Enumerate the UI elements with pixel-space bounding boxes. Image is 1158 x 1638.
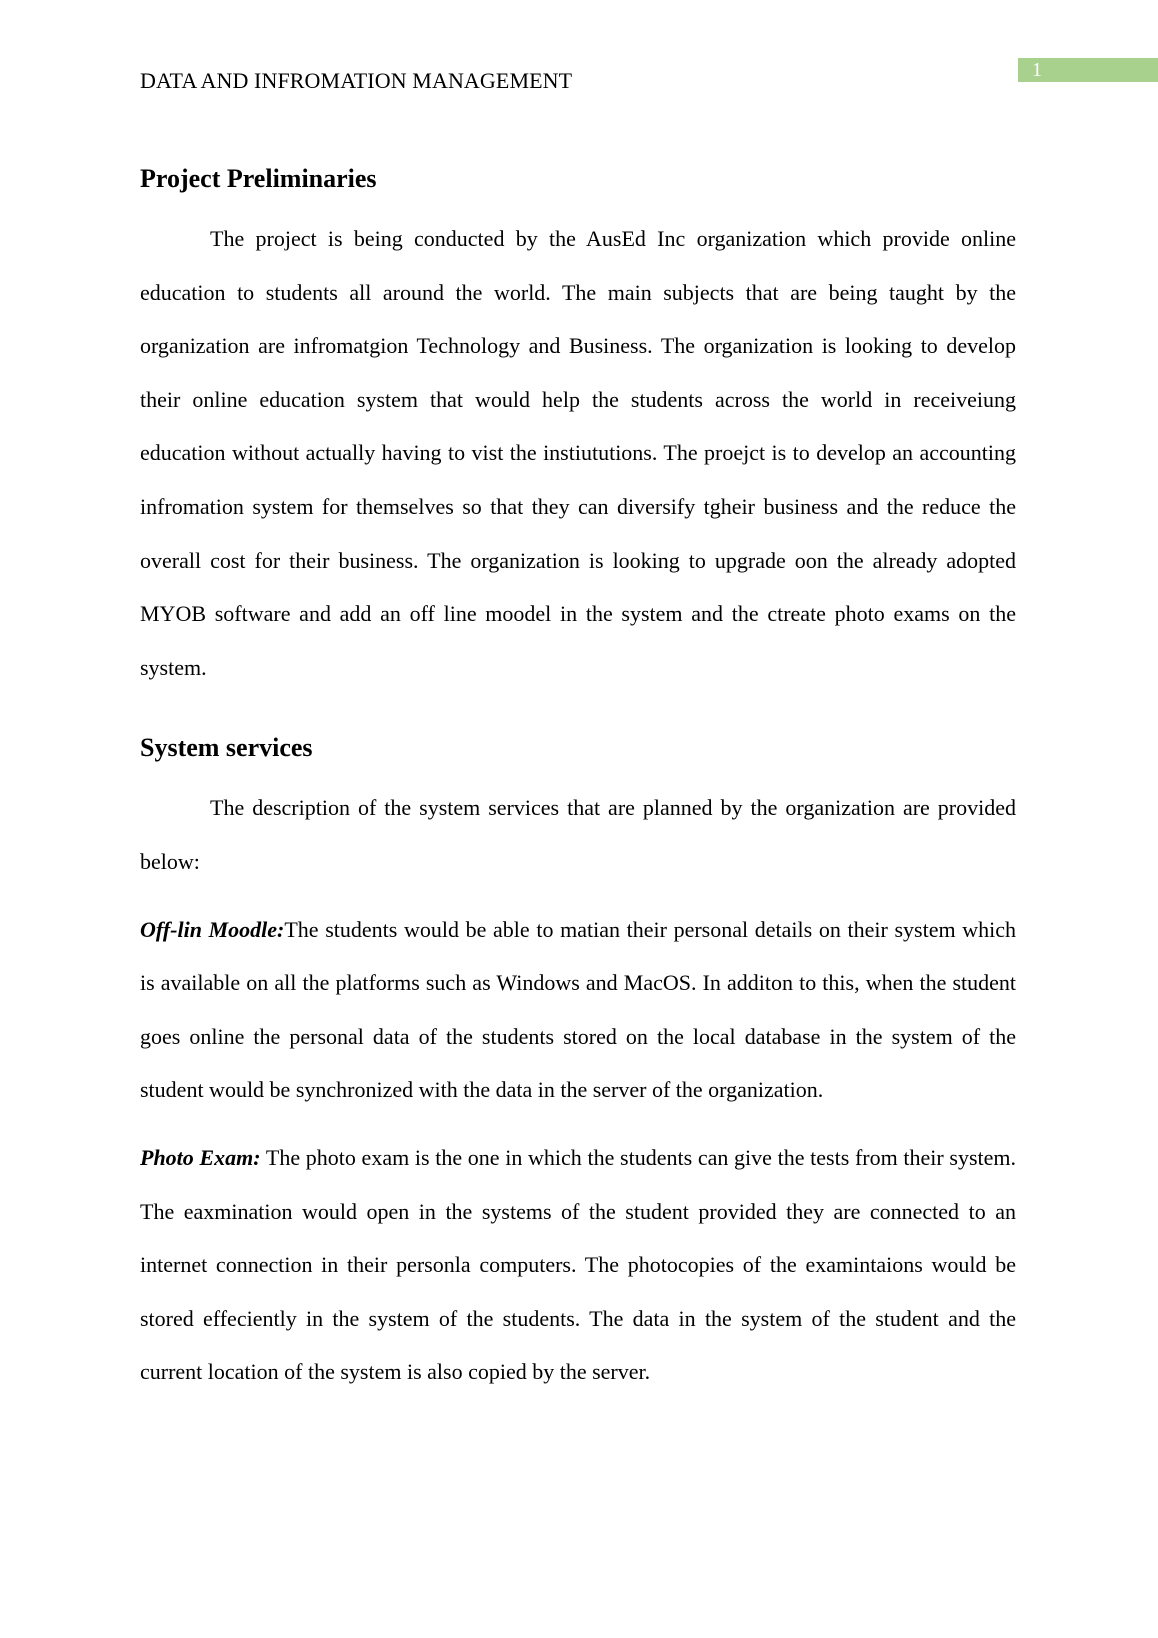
service-text-offline-moodle: The students would be able to matian their personal details on their system which is available on all the platforms such as Windows and MacOS. In additon to this, when the student goes online the personal data of the students stored on the local database in the system of the student would be synchronized with the data in the server of the organization. — [140, 916, 1016, 1103]
services-intro-paragraph: The description of the system services that are planned by the organization are provided below: — [140, 795, 1016, 874]
preliminaries-paragraph: The project is being conducted by the AusEd Inc organization which provide online education to students all around the world. The main subjects that are being taught by the organization are infromatgion Technology and Business. The organization is looking to develop their online education system that would help the students across the world in receiveiung education without actually having to vist the instiututions. The proejct is to develop an accounting infromation system for themselves so that they can diversify tgheir business and the reduce the overall cost for their business. The organization is looking to upgrade oon the already adopted MYOB software and add an off line moodel in the system and the ctreate photo exams on the system. — [140, 226, 1016, 680]
service-item-photo-exam — [140, 1131, 1016, 1399]
page-number: 1 — [1018, 58, 1158, 82]
section-heading-services: System services — [140, 733, 313, 763]
service-label-photo-exam: Photo Exam: — [140, 1144, 261, 1170]
document-body — [140, 158, 1016, 1399]
service-label-offline-moodle: Off-lin Moodle: — [140, 916, 285, 942]
running-head: DATA AND INFROMATION MANAGEMENT — [140, 68, 573, 93]
service-item-offline-moodle — [140, 903, 1016, 1117]
service-text-photo-exam: The photo exam is the one in which the students can give the tests from their system. The eaxmination would open in the systems of the student provided they are connected to an internet connection in their personla computers. The photocopies of the examintaions would be stored effeciently in the system of the students. The data in the system of the student and the current location of the system is also copied by the server. — [140, 1144, 1016, 1385]
section-heading-preliminaries: Project Preliminaries — [140, 164, 377, 193]
